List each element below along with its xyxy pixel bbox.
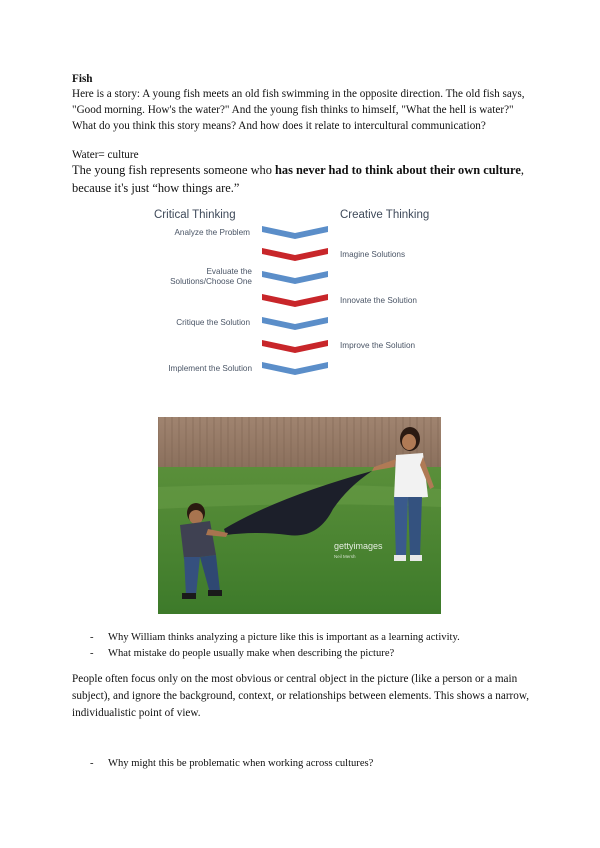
red-chevron [262,248,328,261]
step-imagine: Imagine Solutions [340,250,406,259]
young-fish-bold: has never had to think about their own culture [275,163,521,177]
bullet-text: Why William thinks analyzing a picture like this is important as a learning activity. [108,632,460,643]
story-line-2: "Good morning. How's the water?" And the young fish thinks to himself, "What the hell is water?" [72,104,514,116]
young-fish-line-1 [72,161,524,179]
step-implement: Implement the Solution [168,364,252,373]
blue-chevron [262,362,328,375]
blue-chevron [262,226,328,239]
bullet-text: What mistake do people usually make when describing the picture? [108,648,395,659]
creative-thinking-heading: Creative Thinking [340,209,430,221]
blue-chevron [262,271,328,284]
document-title: Fish [72,73,93,85]
getty-watermark: gettyimages [334,541,383,551]
chevron-stack [262,226,328,375]
tug-of-war-photo [158,417,441,614]
step-analyze: Analyze the Problem [174,228,250,237]
answer-line-1: People often focus only on the most obvious or central object in the picture (like a person or a main [72,673,518,685]
photo-credit: Neil Mersh [334,554,356,559]
bullet-dash: - [90,632,94,643]
red-chevron [262,294,328,307]
young-fish-post: , [520,163,524,177]
bullet-dash: - [90,648,94,659]
step-evaluate-2: Solutions/Choose One [170,277,252,286]
water-culture-line: Water= culture [72,149,139,161]
photo-svg [158,417,441,614]
story-line-3: What do you think this story means? And how does it relate to intercultural communication? [72,120,486,132]
step-innovate: Innovate the Solution [340,296,417,305]
step-evaluate-1: Evaluate the [206,267,252,276]
young-fish-pre: The young fish represents someone who [72,163,276,177]
critical-thinking-heading: Critical Thinking [154,209,236,221]
red-chevron [262,340,328,353]
blue-chevron [262,317,328,330]
bullet-dash: - [90,758,94,769]
answer-line-2: subject), and ignore the background, context, or relationships between elements. This shows a narrow, [72,690,530,702]
bullet-text: Why might this be problematic when working across cultures? [108,758,374,769]
young-fish-line-2: because it's just “how things are.” [72,181,240,195]
step-critique: Critique the Solution [176,318,250,327]
thinking-diagram-svg [150,202,450,380]
answer-line-3: individualistic point of view. [72,707,201,719]
story-line-1: Here is a story: A young fish meets an old fish swimming in the opposite direction. The old fish says, [72,88,525,100]
step-improve: Improve the Solution [340,341,416,350]
thinking-diagram [150,202,450,380]
